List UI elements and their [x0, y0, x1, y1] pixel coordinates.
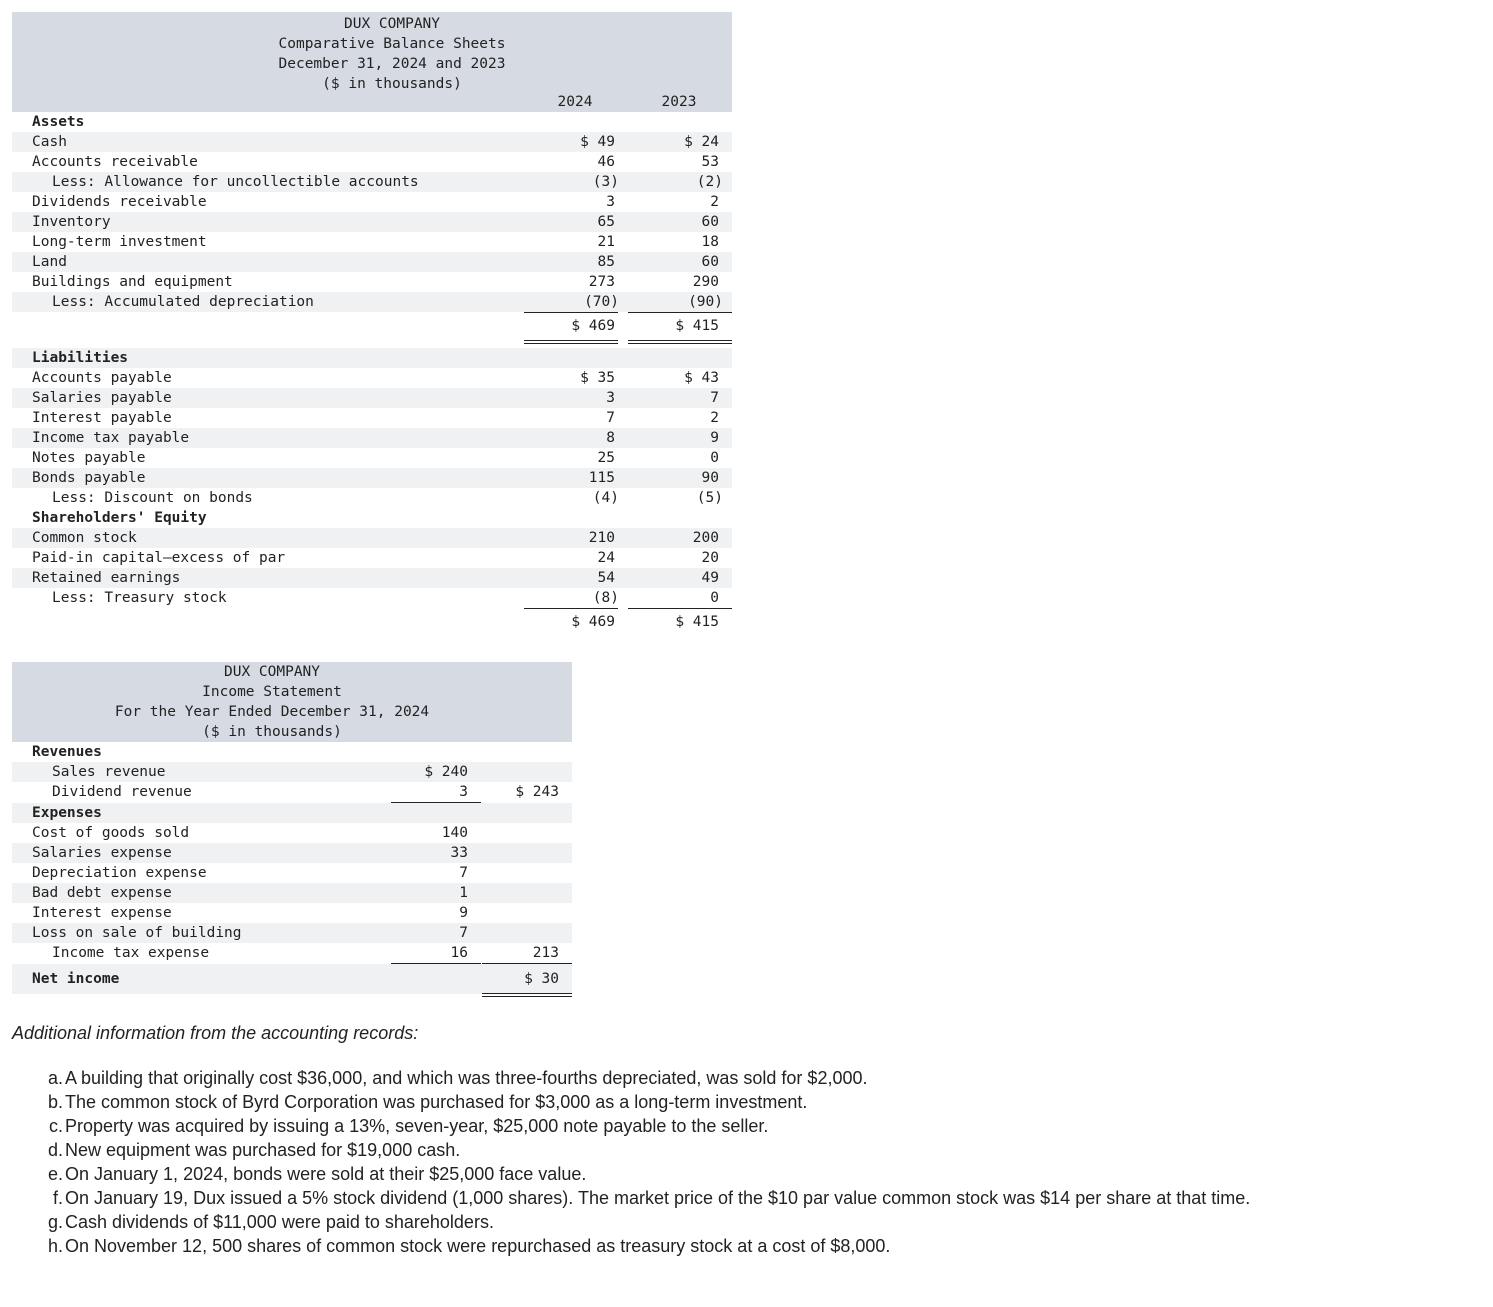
table-row	[12, 252, 732, 272]
list-item	[45, 1114, 1285, 1138]
row-label: Cash	[32, 134, 67, 150]
table-row	[12, 152, 732, 172]
value-2024: (8)	[592, 590, 619, 606]
is-units: ($ in thousands)	[202, 724, 342, 740]
value-2024: 33	[450, 845, 468, 861]
list-item-letter: b.	[47, 1092, 63, 1112]
row-label: Bad debt expense	[32, 885, 172, 901]
value-2023: 0	[710, 450, 719, 466]
value-2024: 8	[606, 430, 615, 446]
is-company-name: DUX COMPANY	[223, 664, 321, 680]
list-item-letter: f.	[52, 1188, 63, 1208]
is-statement-period: For the Year Ended December 31, 2024	[114, 704, 430, 720]
value-2023: 2	[710, 194, 719, 210]
liabilities-heading-row	[12, 348, 732, 368]
assets-total-2023: $ 415	[675, 318, 719, 334]
table-row	[12, 903, 572, 923]
row-label: Paid-in capital—excess of par	[32, 550, 286, 566]
row-label: Land	[32, 254, 67, 270]
net-income-value: $ 30	[524, 971, 559, 987]
value-2023: $ 43	[684, 370, 719, 386]
net-income-label: Net income	[32, 971, 120, 987]
equity-heading-row	[12, 508, 732, 528]
list-item-letter: c.	[48, 1116, 63, 1136]
revenues-heading-row	[12, 742, 572, 762]
row-label: Less: Treasury stock	[52, 590, 227, 606]
value-2024: 115	[588, 470, 615, 486]
value-2023: 90	[701, 470, 719, 486]
table-row	[12, 548, 732, 568]
value-2024: 65	[597, 214, 615, 230]
total-revenues-value: $ 243	[515, 784, 559, 800]
value-2024: 3	[606, 390, 615, 406]
value-2024: $ 49	[580, 134, 615, 150]
list-item-text: On November 12, 500 shares of common stock were repurchased as treasury stock at a cost of $8,000.	[65, 1236, 891, 1256]
list-item-letter: h.	[47, 1236, 63, 1256]
expenses-heading: Expenses	[32, 805, 102, 821]
list-item	[45, 1090, 1285, 1114]
value-2023: 60	[701, 254, 719, 270]
bs-statement-name: Comparative Balance Sheets	[278, 36, 506, 52]
table-row	[12, 408, 732, 428]
value-2023: (5)	[696, 490, 723, 506]
additional-info-intro: Additional information from the accounting records:	[12, 1023, 419, 1043]
list-item-letter: g.	[47, 1212, 63, 1232]
value-2024: 25	[597, 450, 615, 466]
table-row	[12, 568, 732, 588]
list-item-text: Cash dividends of $11,000 were paid to shareholders.	[65, 1212, 494, 1232]
balance-sheet	[12, 12, 732, 634]
additional-info-list	[45, 1066, 1285, 1258]
value-2023: 49	[701, 570, 719, 586]
table-row	[12, 428, 732, 448]
dividend-revenue-label: Dividend revenue	[52, 784, 192, 800]
value-2024: 140	[441, 825, 468, 841]
row-label: Retained earnings	[32, 570, 181, 586]
value-2023: 18	[701, 234, 719, 250]
value-2024: 54	[597, 570, 615, 586]
le-total-2024: $ 469	[571, 614, 615, 630]
row-label: Depreciation expense	[32, 865, 207, 881]
row-label: Common stock	[32, 530, 137, 546]
list-item-text: On January 1, 2024, bonds were sold at their $25,000 face value.	[65, 1164, 587, 1184]
bs-year-2023: 2023	[661, 94, 697, 110]
table-row	[12, 488, 732, 508]
sales-revenue-row	[12, 762, 572, 782]
table-row	[12, 232, 732, 252]
table-row	[12, 368, 732, 388]
bs-company-name: DUX COMPANY	[343, 16, 441, 32]
value-2024: 9	[459, 905, 468, 921]
income-statement-header	[12, 662, 572, 742]
assets-total-2024: $ 469	[571, 318, 615, 334]
total-expenses-value: 213	[532, 945, 559, 961]
table-row	[12, 843, 572, 863]
value-2023: (90)	[688, 294, 723, 310]
value-2024: $ 35	[580, 370, 615, 386]
table-row	[12, 132, 732, 152]
row-label: Less: Discount on bonds	[52, 490, 253, 506]
le-total-row	[12, 608, 732, 634]
additional-information	[12, 1020, 1472, 1256]
value-2024: 7	[459, 865, 468, 881]
sales-revenue-value: $ 240	[424, 764, 468, 780]
assets-heading: Assets	[32, 114, 85, 130]
value-2024: (70)	[584, 294, 619, 310]
table-row	[12, 923, 572, 943]
dividend-revenue-value: 3	[459, 784, 468, 800]
row-label: Inventory	[32, 214, 111, 230]
table-row	[12, 172, 732, 192]
row-label: Accounts payable	[32, 370, 172, 386]
list-item	[45, 1210, 1285, 1234]
income-tax-row	[12, 943, 572, 964]
value-2023: 60	[701, 214, 719, 230]
expenses-heading-row	[12, 803, 572, 823]
assets-total-row	[12, 312, 732, 338]
list-item	[45, 1066, 1285, 1090]
row-label: Cost of goods sold	[32, 825, 190, 841]
le-total-2023: $ 415	[675, 614, 719, 630]
income-tax-value: 16	[450, 945, 468, 961]
value-2023: 7	[710, 390, 719, 406]
table-row	[12, 388, 732, 408]
value-2023: 2	[710, 410, 719, 426]
list-item	[45, 1162, 1285, 1186]
row-label: Salaries payable	[32, 390, 172, 406]
row-label: Salaries expense	[32, 845, 172, 861]
table-row	[12, 528, 732, 548]
table-row	[12, 883, 572, 903]
row-label: Dividends receivable	[32, 194, 207, 210]
revenues-heading: Revenues	[32, 744, 102, 760]
value-2024: 273	[588, 274, 615, 290]
list-item-text: The common stock of Byrd Corporation was purchased for $3,000 as a long-term investment.	[65, 1092, 808, 1112]
value-2024: 46	[597, 154, 615, 170]
list-item	[45, 1234, 1285, 1258]
bs-year-2024: 2024	[557, 94, 593, 110]
assets-heading-row	[12, 112, 732, 132]
list-item	[45, 1138, 1285, 1162]
row-label: Interest payable	[32, 410, 172, 426]
table-row	[12, 272, 732, 292]
list-item-letter: a.	[47, 1068, 63, 1088]
net-income-row	[12, 964, 572, 994]
value-2023: 0	[710, 590, 719, 606]
balance-sheet-header	[12, 12, 732, 112]
liabilities-heading: Liabilities	[32, 350, 129, 366]
bs-units: ($ in thousands)	[322, 76, 462, 92]
value-2024: 21	[597, 234, 615, 250]
value-2024: 1	[459, 885, 468, 901]
value-2023: 53	[701, 154, 719, 170]
row-label: Bonds payable	[32, 470, 146, 486]
list-item-text: Property was acquired by issuing a 13%, seven-year, $25,000 note payable to the seller.	[65, 1116, 769, 1136]
value-2024: (3)	[592, 174, 619, 190]
table-row	[12, 863, 572, 883]
list-item-text: On January 19, Dux issued a 5% stock dividend (1,000 shares). The market price of the $10 par value common stock was $14 per share at that time.	[65, 1188, 1251, 1208]
value-2024: 7	[606, 410, 615, 426]
table-row	[12, 448, 732, 468]
value-2024: 3	[606, 194, 615, 210]
list-item	[45, 1186, 1285, 1210]
value-2024: (4)	[592, 490, 619, 506]
value-2023: (2)	[696, 174, 723, 190]
sales-revenue-label: Sales revenue	[52, 764, 166, 780]
row-label: Less: Allowance for uncollectible accounts	[52, 174, 419, 190]
row-label: Less: Accumulated depreciation	[52, 294, 314, 310]
dividend-revenue-row	[12, 782, 572, 803]
income-statement	[12, 662, 572, 994]
value-2024: 24	[597, 550, 615, 566]
value-2024: 7	[459, 925, 468, 941]
row-label: Income tax payable	[32, 430, 190, 446]
value-2023: 200	[692, 530, 719, 546]
table-row	[12, 192, 732, 212]
value-2023: $ 24	[684, 134, 719, 150]
row-label: Accounts receivable	[32, 154, 198, 170]
table-row	[12, 588, 732, 608]
table-row	[12, 212, 732, 232]
row-label: Notes payable	[32, 450, 146, 466]
value-2024: 85	[597, 254, 615, 270]
bs-statement-date: December 31, 2024 and 2023	[278, 56, 506, 72]
row-label: Buildings and equipment	[32, 274, 233, 290]
equity-heading: Shareholders' Equity	[32, 510, 207, 526]
list-item-text: New equipment was purchased for $19,000 cash.	[65, 1140, 461, 1160]
table-row	[12, 292, 732, 312]
table-row	[12, 823, 572, 843]
list-item-letter: d.	[47, 1140, 63, 1160]
row-label: Loss on sale of building	[32, 925, 242, 941]
row-label: Long-term investment	[32, 234, 207, 250]
value-2023: 290	[692, 274, 719, 290]
value-2023: 9	[710, 430, 719, 446]
is-statement-name: Income Statement	[202, 684, 342, 700]
list-item-letter: e.	[47, 1164, 63, 1184]
income-tax-label: Income tax expense	[52, 945, 210, 961]
value-2024: 210	[588, 530, 615, 546]
table-row	[12, 468, 732, 488]
row-label: Interest expense	[32, 905, 172, 921]
value-2023: 20	[701, 550, 719, 566]
list-item-text: A building that originally cost $36,000, and which was three-fourths depreciated, was sold for $2,000.	[65, 1068, 868, 1088]
